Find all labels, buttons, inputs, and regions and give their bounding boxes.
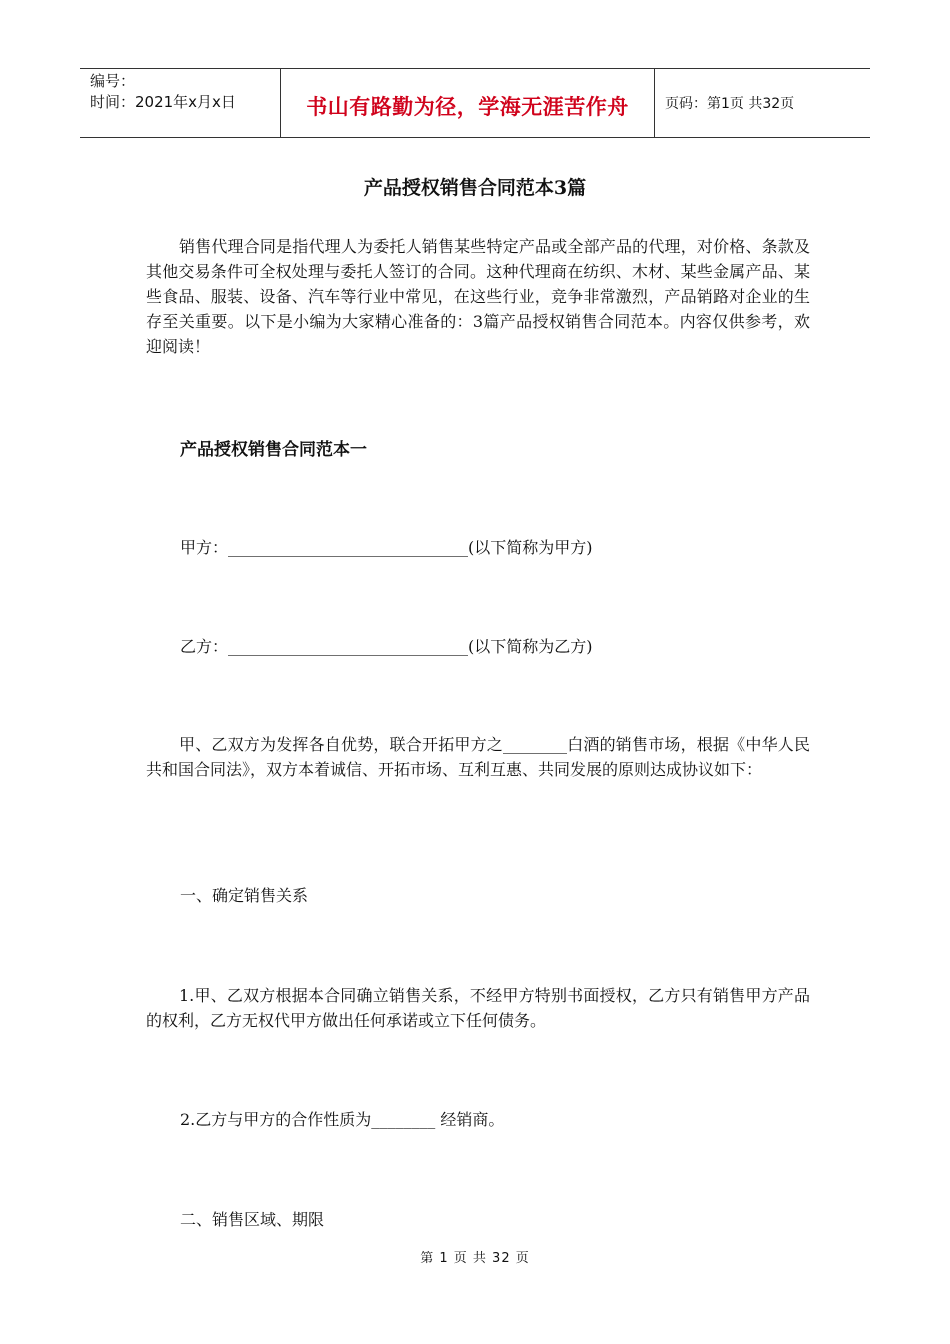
time-label: 时间：2021年x月x日: [90, 93, 236, 111]
clause1-block: [146, 983, 810, 1033]
section-title: 产品授权销售合同范本一: [180, 440, 367, 460]
clause2-line: 2.乙方与甲方的合作性质为________ 经销商。: [180, 1110, 505, 1129]
motto: 书山有路勤为径，学海无涯苦作舟: [306, 95, 629, 119]
number-label: 编号：: [90, 72, 136, 90]
heading-sales-region: 二、销售区域、期限: [180, 1210, 325, 1229]
page-footer: 第 1 页 共 32 页: [420, 1251, 530, 1266]
clause1-paragraph: 1.甲、乙双方根据本合同确立销售关系，不经甲方特别书面授权，乙方只有销售甲方产品的权利，乙方无权代甲方做出任何承诺或立下任何债务。: [146, 986, 810, 1030]
intro-paragraph: 销售代理合同是指代理人为委托人销售某些特定产品或全部产品的代理，对价格、条款及其他交易条件可全权处理与委托人签订的合同。这种代理商在纺织、木材、某些金属产品、某些食品、服装、设备、汽车等行业中常见，在这些行业，竞争非常激烈，产品销路对企业的生存至关重要。以下是小编为大家精心准备的：3篇产品授权销售合同范本。内容仅供参考，欢迎阅读！: [146, 237, 810, 356]
document-title: 产品授权销售合同范本3篇: [363, 177, 587, 199]
intro-block: [146, 234, 810, 359]
header-page-cell: [655, 69, 870, 137]
header-meta: [80, 69, 281, 137]
heading-sales-relationship: 一、确定销售关系: [180, 886, 309, 905]
header-motto-cell: [281, 69, 655, 137]
page-label: 页码：第1页 共32页: [665, 96, 795, 112]
preamble-block: [146, 732, 810, 782]
party-b-line: 乙方：______________________________(以下简称为乙方): [180, 637, 593, 656]
party-a-line: 甲方：______________________________(以下简称为甲方): [180, 538, 593, 557]
page-header: [80, 68, 870, 138]
preamble-paragraph: 甲、乙双方为发挥各自优势，联合开拓甲方之________白酒的销售市场，根据《中华人民共和国合同法》，双方本着诚信、开拓市场、互利互惠、共同发展的原则达成协议如下：: [146, 735, 810, 779]
